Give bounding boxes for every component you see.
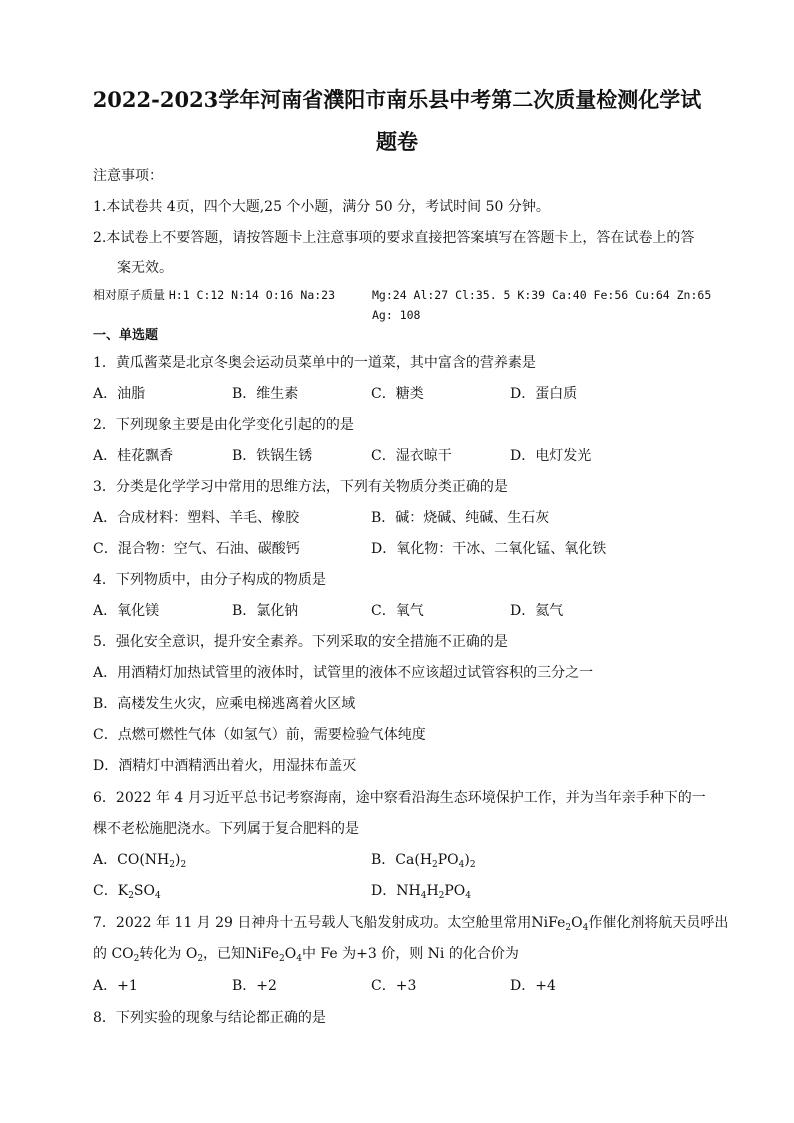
question-7-stem-part: ，已知 <box>203 946 246 962</box>
question-3-option-d[interactable]: D．氧化物：干冰、二氧化锰、氧化铁 <box>371 541 607 557</box>
question-2-option-b[interactable]: B．铁锅生锈 <box>232 448 313 464</box>
question-7-stem-continued: 的 $CO_2$转化为 $O_2$，已知$NiFe_2O_4$中 Fe 为+3 价，则 Ni 的化合价为 <box>93 946 519 964</box>
question-5-option-a[interactable]: A．用酒精灯加热试管里的液体时，试管里的液体不应该超过试管容积的三分之一 <box>93 665 594 681</box>
question-1-stem: 1．黄瓜酱菜是北京冬奥会运动员菜单中的一道菜，其中富含的营养素是 <box>93 355 536 371</box>
notice-item-2: 2.本试卷上不要答题，请按答题卡上注意事项的要求直接把答案填写在答题卡上，答在试卷上的答 <box>93 230 695 246</box>
option-letter: B． <box>371 852 396 868</box>
question-7-stem-part: 中 Fe 为+3 价，则 Ni 的化合价为 <box>301 946 519 962</box>
question-2-option-a[interactable]: A．桂花飘香 <box>93 448 174 464</box>
question-6-stem: 6．2022 年 4 月习近平总书记考察海南，途中察看沿海生态环境保护工作，并为当年亲手种下的一 <box>93 790 706 806</box>
notice-item-1: 1.本试卷共 4页，四个大题,25 个小题，满分 50 分，考试时间 50 分钟。 <box>93 199 550 215</box>
question-7-stem-part: 转化为 <box>139 946 182 962</box>
question-6-option-a[interactable]: A．$CO(NH_2)_2$ <box>93 852 187 870</box>
notice-item-2-continued: 案无效。 <box>117 260 173 276</box>
question-8-stem: 8．下列实验的现象与结论都正确的是 <box>93 1010 326 1026</box>
atomic-mass-values-1: H:1 C:12 N:14 O:16 Na:23 <box>168 288 336 302</box>
question-1-option-b[interactable]: B．维生素 <box>232 386 299 402</box>
question-7-stem-part: 作催化剂将航天员呼出 <box>588 915 729 931</box>
question-4-option-a[interactable]: A．氧化镁 <box>93 603 160 619</box>
question-5-option-c[interactable]: C．点燃可燃性气体（如氢气）前，需要检验气体纯度 <box>93 727 426 743</box>
question-1-option-a[interactable]: A．油脂 <box>93 386 146 402</box>
question-4-option-d[interactable]: D．氦气 <box>510 603 564 619</box>
question-6-option-d[interactable]: D．$NH_4H_2PO_4$ <box>371 883 472 901</box>
question-3-option-b[interactable]: B．碱：烧碱、纯碱、生石灰 <box>371 510 550 526</box>
question-4-option-b[interactable]: B．氯化钠 <box>232 603 299 619</box>
question-2-option-d[interactable]: D．电灯发光 <box>510 448 592 464</box>
option-letter: C． <box>93 883 118 899</box>
atomic-mass-values-3: Ag: 108 <box>372 308 421 322</box>
question-1-option-d[interactable]: D．蛋白质 <box>510 386 578 402</box>
question-7-stem-part: 的 <box>93 946 107 962</box>
question-7-option-c[interactable]: C．+3 <box>371 978 417 994</box>
atomic-mass-row <box>93 285 335 305</box>
option-letter: A． <box>93 852 118 868</box>
question-6-option-c[interactable]: C．$K_2SO_4$ <box>93 883 161 901</box>
question-4-option-c[interactable]: C．氧气 <box>371 603 424 619</box>
section-heading: 一、单选题 <box>93 328 159 343</box>
atomic-mass-values-2: Mg:24 Al:27 Cl:35. 5 K:39 Ca:40 Fe:56 Cu:64 Zn:65 <box>372 288 712 302</box>
question-7-stem-part: 7．2022 年 11 月 29 日神舟十五号载人飞船发射成功。太空舱里常用 <box>93 915 532 931</box>
question-6-stem-continued: 棵不老松施肥浇水。下列属于复合肥料的是 <box>93 821 359 837</box>
question-7-stem: 7．2022 年 11 月 29 日神舟十五号载人飞船发射成功。太空舱里常用$NiFe_2O_4$作催化剂将航天员呼出 <box>93 915 729 933</box>
notice-heading: 注意事项： <box>93 168 163 184</box>
question-5-stem: 5．强化安全意识，提升安全素养。下列采取的安全措施不正确的是 <box>93 634 508 650</box>
question-7-option-b[interactable]: B．+2 <box>232 978 277 994</box>
question-4-stem: 4．下列物质中，由分子构成的物质是 <box>93 572 326 588</box>
question-3-stem: 3．分类是化学学习中常用的思维方法，下列有关物质分类正确的是 <box>93 479 508 495</box>
question-2-option-c[interactable]: C．湿衣晾干 <box>371 448 452 464</box>
page-title-continued: 题卷 <box>376 129 418 154</box>
question-1-option-c[interactable]: C．糖类 <box>371 386 424 402</box>
question-6-option-b[interactable]: B．$Ca(H_2PO_4)_2$ <box>371 852 476 870</box>
option-letter: D． <box>371 883 397 899</box>
question-3-option-c[interactable]: C．混合物：空气、石油、碳酸钙 <box>93 541 300 557</box>
question-2-stem: 2．下列现象主要是由化学变化引起的的是 <box>93 417 354 433</box>
question-7-option-a[interactable]: A．+1 <box>93 978 138 994</box>
question-3-option-a[interactable]: A．合成材料：塑料、羊毛、橡胶 <box>93 510 300 526</box>
atomic-mass-label: 相对原子质量 <box>93 288 166 302</box>
question-5-option-b[interactable]: B．高楼发生火灾，应乘电梯逃离着火区域 <box>93 696 356 712</box>
question-5-option-d[interactable]: D．酒精灯中酒精洒出着火，用湿抹布盖灭 <box>93 758 357 774</box>
page-title: 2022-2023学年河南省濮阳市南乐县中考第二次质量检测化学试 <box>92 87 702 112</box>
question-7-option-d[interactable]: D．+4 <box>510 978 556 994</box>
